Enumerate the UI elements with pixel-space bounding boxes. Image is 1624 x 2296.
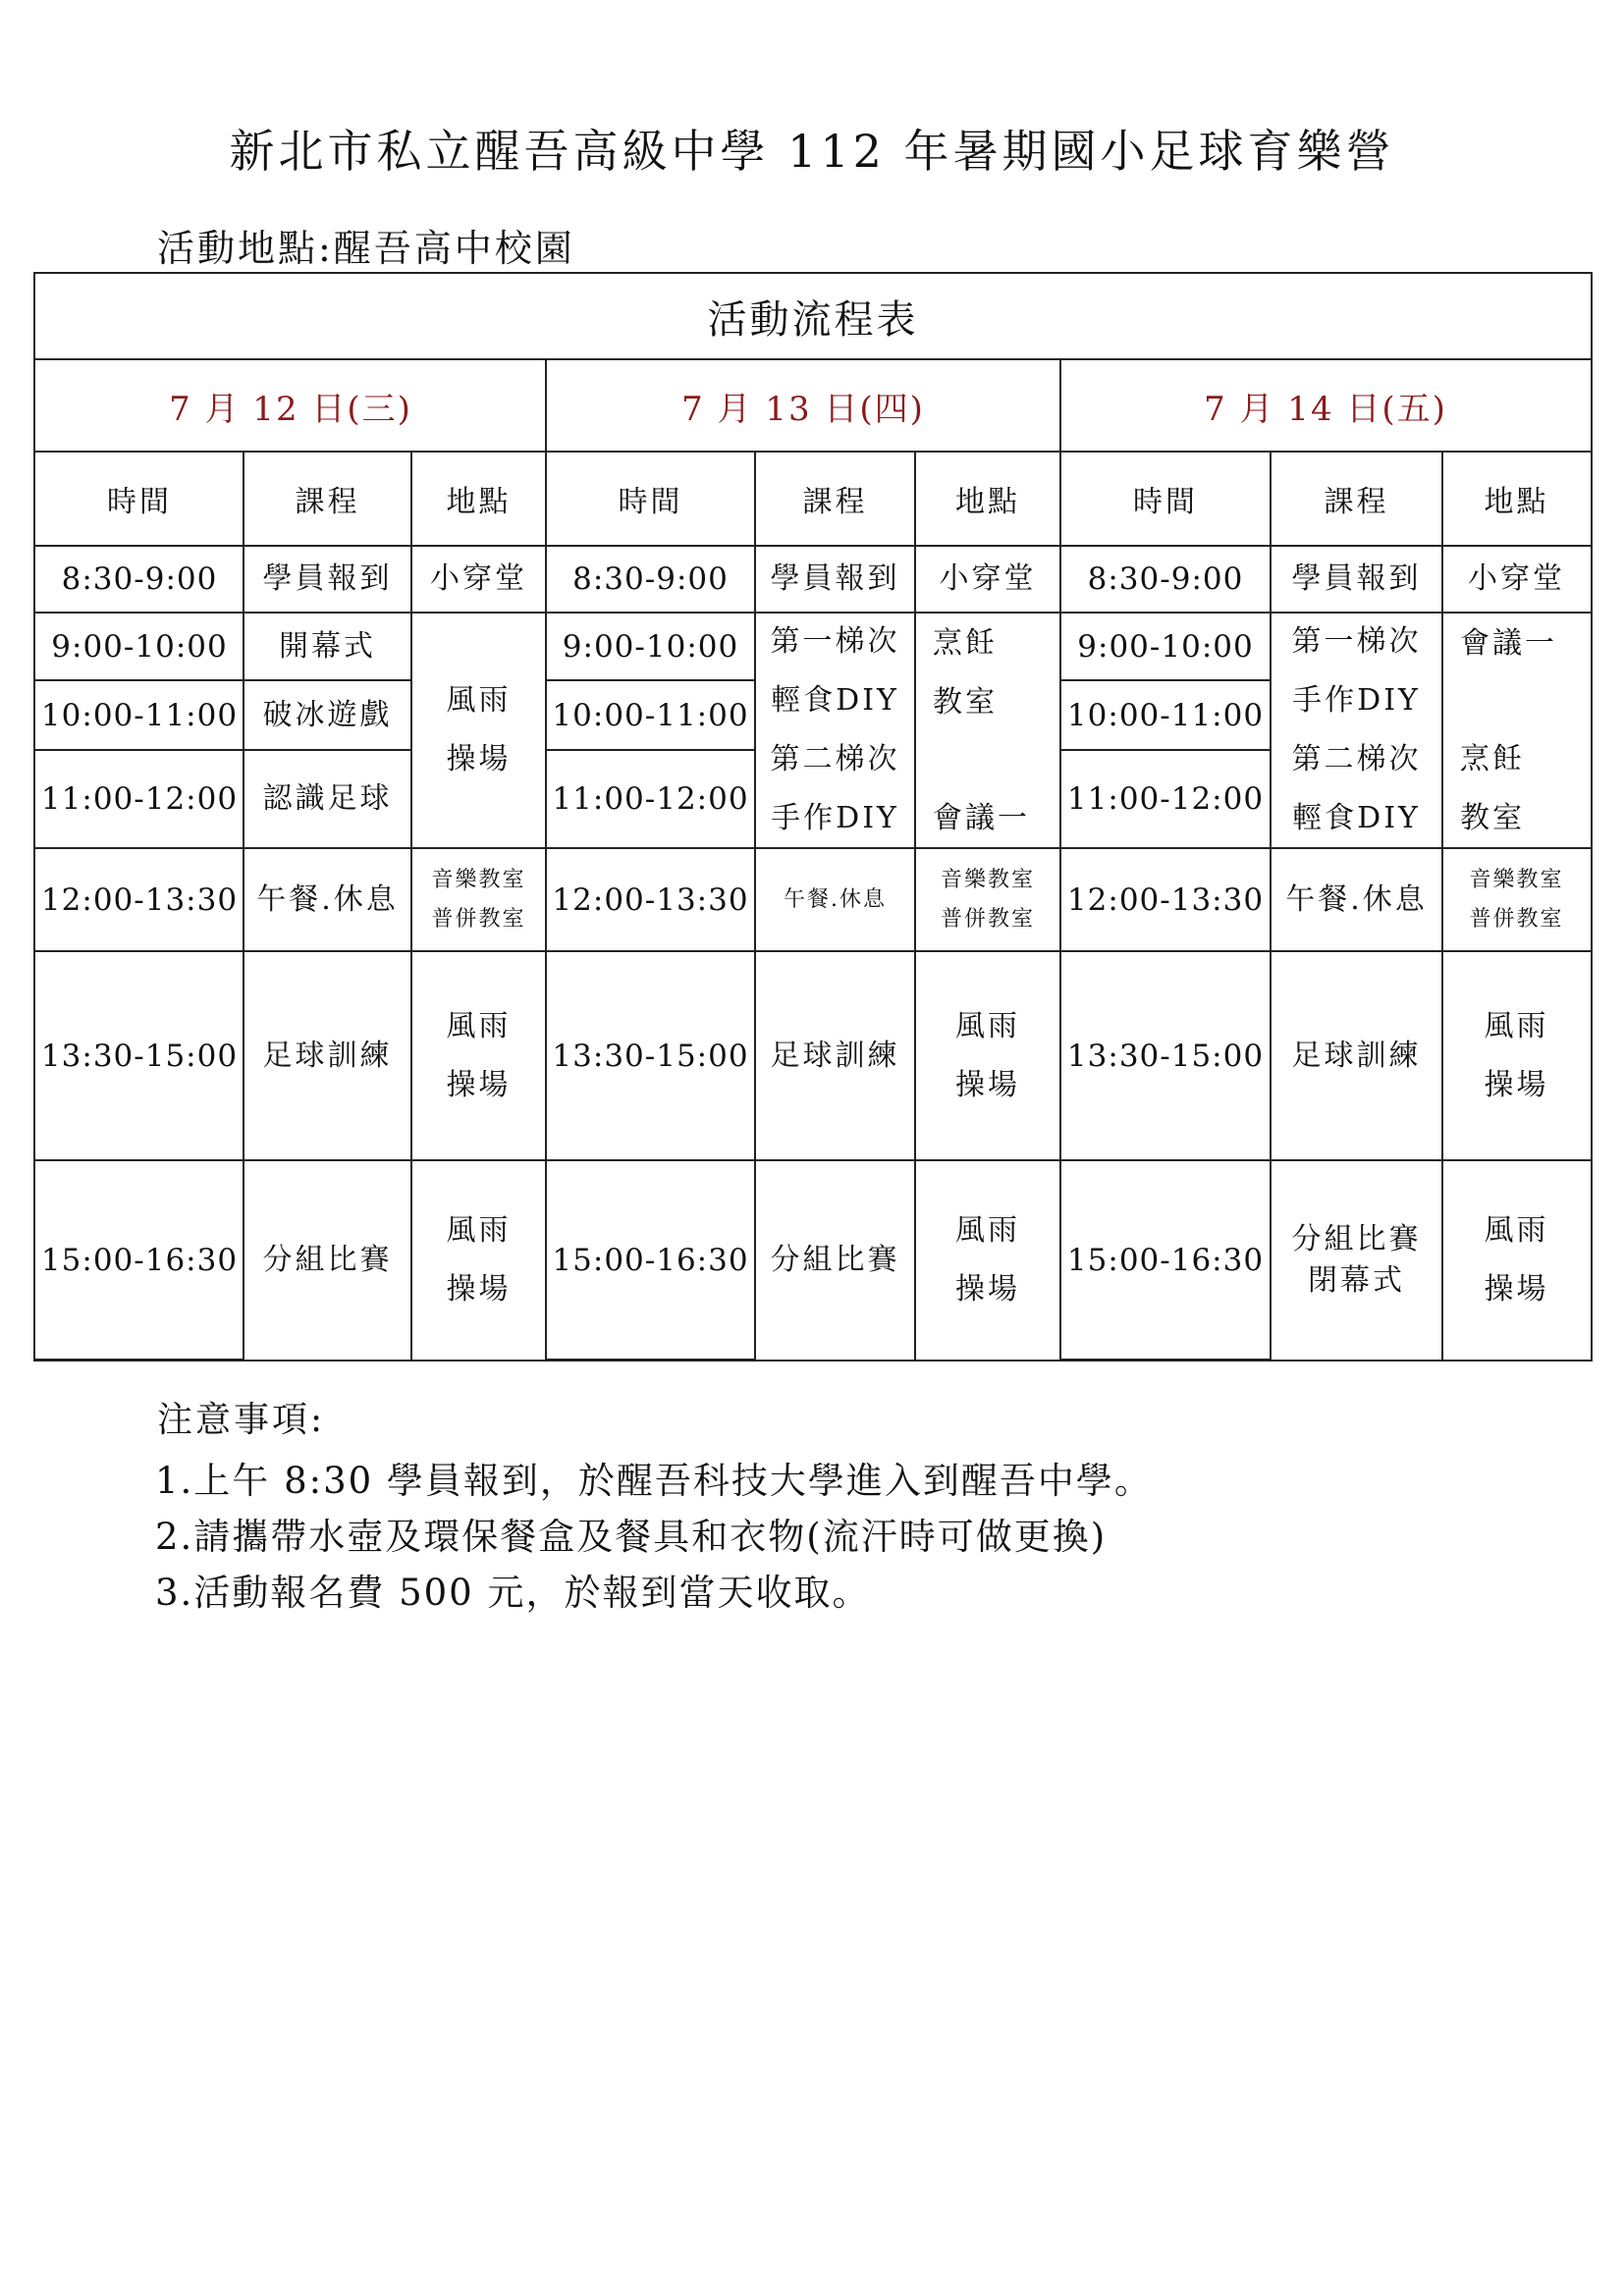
course-cell-lines (1292, 613, 1422, 848)
day-date-header: 7 月 13 日(四) (681, 389, 925, 429)
course-cell: 午餐.休息 (784, 886, 887, 912)
text-line: 手作DIY (1292, 683, 1421, 718)
place-cell-lines (431, 861, 525, 939)
text-line: 風雨 (1484, 1008, 1549, 1043)
column-header: 時間 (618, 485, 683, 519)
text-line: 風雨 (446, 1212, 512, 1248)
time-cell: 12:00-13:30 (40, 881, 239, 918)
column-header: 課程 (295, 485, 360, 519)
course-cell: 學員報到 (1291, 561, 1422, 596)
place-cell (915, 848, 1060, 951)
schedule-table (33, 272, 1593, 1362)
place-cell: 小穿堂 (1468, 561, 1565, 596)
time-cell: 11:00-12:00 (40, 781, 239, 817)
place-cell-lines (955, 997, 1020, 1115)
course-cell-lines (771, 613, 900, 848)
time-cell: 15:00-16:30 (40, 1242, 239, 1278)
text-line: 會議一 (933, 801, 1030, 835)
place-cell (1442, 1160, 1591, 1360)
table-rule (35, 451, 1591, 453)
time-cell: 15:00-16:30 (552, 1242, 749, 1278)
text-line: 操場 (446, 742, 512, 776)
course-cell: 分組比賽 (262, 1242, 393, 1277)
time-cell: 15:00-16:30 (1066, 1242, 1265, 1278)
column-header: 地點 (1484, 485, 1549, 519)
note-item: 1.上午 8:30 學員報到，於醒吾科技大學進入到醒吾中學。 (155, 1460, 1153, 1502)
place-cell-lines (941, 861, 1035, 939)
table-rule (35, 1359, 244, 1361)
course-cell (1271, 1160, 1442, 1360)
place-cell (411, 848, 546, 951)
schedule-heading: 活動流程表 (707, 297, 919, 343)
time-cell: 13:30-15:00 (40, 1038, 239, 1074)
text-line: 教室 (1460, 801, 1525, 835)
text-line: 操場 (955, 1067, 1020, 1102)
column-header: 課程 (802, 485, 868, 519)
place-cell (411, 613, 546, 848)
place-cell-lines (1485, 1201, 1549, 1319)
time-cell: 10:00-11:00 (1066, 697, 1265, 733)
course-cell-lines (1292, 1219, 1422, 1302)
place-cell-lines (955, 1201, 1020, 1319)
course-cell: 分組比賽 (770, 1242, 900, 1277)
place-cell (411, 951, 546, 1160)
text-line: 第二梯次 (770, 742, 900, 776)
activity-location: 活動地點:醒吾高中校園 (157, 227, 575, 270)
text-line: 普併教室 (940, 906, 1035, 932)
course-cell: 午餐.休息 (256, 881, 399, 917)
time-cell: 11:00-12:00 (1066, 781, 1265, 817)
text-line: 教室 (933, 685, 998, 720)
time-cell: 13:30-15:00 (1066, 1038, 1265, 1074)
place-cell (915, 1160, 1060, 1360)
text-line: 音樂教室 (940, 867, 1035, 892)
notes-heading: 注意事項: (157, 1400, 326, 1440)
course-cell: 開幕式 (279, 628, 376, 664)
place-cell: 小穿堂 (939, 561, 1037, 596)
place-cell (1442, 613, 1591, 848)
time-cell: 12:00-13:30 (552, 881, 749, 918)
text-line: 烹飪 (933, 626, 998, 661)
time-cell: 11:00-12:00 (552, 781, 749, 817)
text-line: 輕食DIY (771, 683, 899, 718)
place-cell-lines (447, 671, 512, 789)
place-cell-lines (447, 997, 512, 1115)
text-line: 風雨 (955, 1212, 1020, 1248)
column-header: 時間 (1133, 485, 1198, 519)
text-line: 輕食DIY (1292, 801, 1421, 835)
course-cell: 認識足球 (262, 781, 393, 816)
course-cell: 學員報到 (770, 561, 900, 596)
text-line: 第二梯次 (1291, 742, 1422, 776)
course-cell: 破冰遊戲 (262, 697, 393, 732)
text-line: 第一梯次 (770, 624, 900, 659)
time-cell: 12:00-13:30 (1066, 881, 1265, 918)
course-cell: 足球訓練 (262, 1038, 393, 1073)
text-line: 風雨 (446, 683, 512, 718)
place-cell (1442, 951, 1591, 1160)
text-line: 操場 (1484, 1067, 1549, 1102)
time-cell: 10:00-11:00 (552, 697, 749, 733)
text-line: 操場 (1484, 1271, 1549, 1307)
place-cell-lines (1442, 613, 1591, 848)
course-cell: 學員報到 (262, 561, 393, 596)
time-cell: 13:30-15:00 (552, 1038, 749, 1074)
course-cell: 足球訓練 (770, 1038, 900, 1073)
table-rule (546, 1359, 755, 1361)
text-line: 風雨 (1484, 1212, 1549, 1248)
text-line: 音樂教室 (1469, 867, 1564, 892)
place-cell: 小穿堂 (430, 561, 527, 596)
place-cell (1442, 848, 1591, 951)
time-cell: 8:30-9:00 (61, 561, 218, 597)
text-line: 閉幕式 (1308, 1262, 1405, 1298)
place-cell (915, 613, 1060, 848)
text-line: 分組比賽 (1291, 1221, 1422, 1256)
place-cell-lines (1469, 861, 1563, 939)
text-line: 普併教室 (1469, 906, 1564, 932)
place-cell (411, 1160, 546, 1360)
time-cell: 8:30-9:00 (572, 561, 729, 597)
text-line: 普併教室 (431, 906, 526, 932)
column-header: 時間 (107, 485, 172, 519)
text-line: 操場 (955, 1271, 1020, 1307)
time-cell: 9:00-10:00 (51, 628, 228, 665)
time-cell: 9:00-10:00 (1077, 628, 1254, 665)
course-cell (755, 613, 915, 848)
place-cell-lines (447, 1201, 512, 1319)
time-cell: 8:30-9:00 (1087, 561, 1244, 597)
column-header: 地點 (446, 485, 512, 519)
text-line: 風雨 (955, 1008, 1020, 1043)
course-cell: 足球訓練 (1291, 1038, 1422, 1073)
time-cell: 10:00-11:00 (40, 697, 239, 733)
note-item: 3.活動報名費 500 元，於報到當天收取。 (155, 1572, 871, 1614)
table-rule (1060, 1359, 1271, 1361)
course-cell: 午餐.休息 (1285, 881, 1428, 917)
text-line: 操場 (446, 1271, 512, 1307)
text-line: 音樂教室 (431, 867, 526, 892)
place-cell (915, 951, 1060, 1160)
column-header: 地點 (955, 485, 1020, 519)
text-line: 烹飪 (1460, 742, 1525, 776)
place-cell-lines (1485, 997, 1549, 1115)
day-date-header: 7 月 14 日(五) (1204, 389, 1447, 429)
text-line: 操場 (446, 1067, 512, 1102)
text-line: 會議一 (1460, 626, 1557, 661)
text-line: 第一梯次 (1291, 624, 1422, 659)
column-header: 課程 (1324, 485, 1389, 519)
time-cell: 9:00-10:00 (562, 628, 739, 665)
note-item: 2.請攜帶水壺及環保餐盒及餐具和衣物(流汗時可做更換) (155, 1516, 1108, 1558)
text-line: 手作DIY (771, 801, 899, 835)
text-line: 風雨 (446, 1008, 512, 1043)
place-cell-lines (915, 613, 1060, 848)
course-cell (1271, 613, 1442, 848)
page-title: 新北市私立醒吾高級中學 112 年暑期國小足球育樂營 (229, 125, 1395, 178)
day-date-header: 7 月 12 日(三) (169, 389, 412, 429)
